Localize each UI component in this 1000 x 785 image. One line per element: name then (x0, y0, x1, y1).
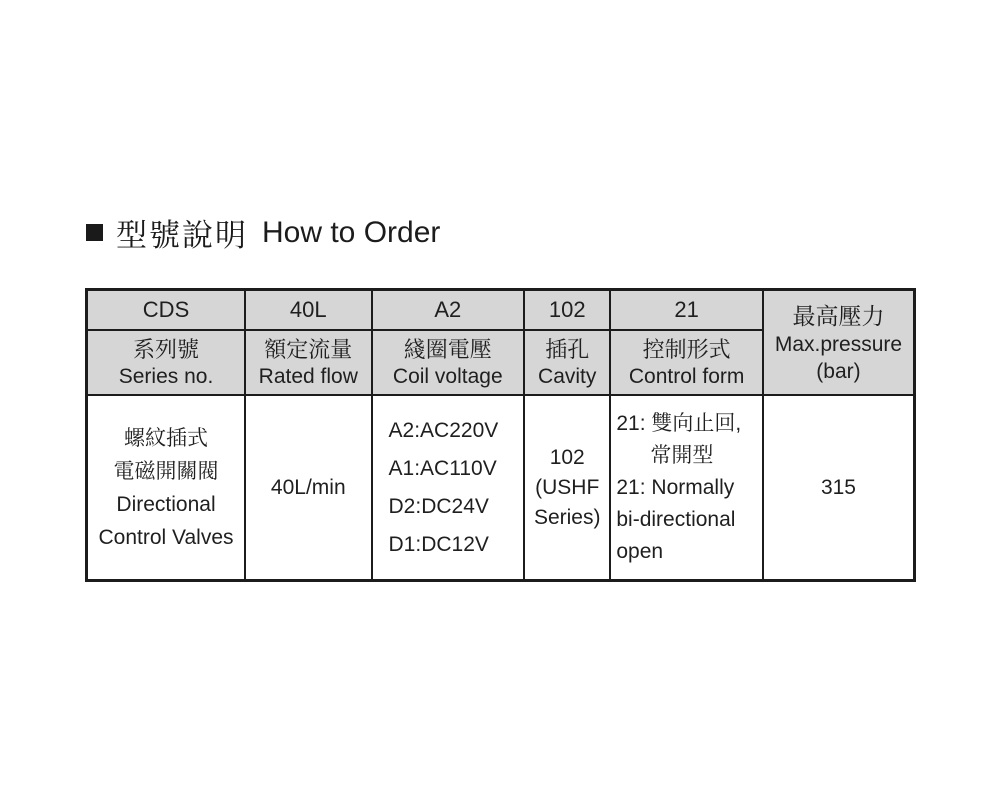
rated-flow-label-en: Rated flow (258, 364, 358, 388)
series-value-line: 螺紋插式 (124, 426, 209, 450)
series-label-zh: 系列號 (133, 336, 200, 362)
control-form-line: bi-directional (616, 507, 736, 531)
max-pressure-unit: (bar) (816, 359, 861, 383)
coil-voltage-option: A1:AC110V (388, 456, 497, 480)
coil-voltage-option: D1:DC12V (388, 532, 489, 556)
control-form-line: 21: Normally (616, 475, 735, 499)
square-bullet-icon (86, 224, 103, 241)
rated-flow-value: 40L/min (270, 475, 346, 499)
header-cell-series (87, 330, 246, 395)
code-cell-cavity: 102 (524, 290, 610, 331)
code-cell-control-form: 21 (610, 290, 763, 331)
coil-voltage-label-zh: 綫圈電壓 (403, 336, 492, 362)
cavity-label-zh: 插孔 (545, 336, 590, 362)
how-to-order-table (85, 288, 916, 582)
max-pressure-value: 315 (820, 475, 856, 499)
cavity-value-line: Series) (533, 505, 601, 529)
header-cell-rated-flow (245, 330, 371, 395)
coil-voltage-label-en: Coil voltage (392, 364, 503, 388)
control-form-label-en: Control form (628, 364, 745, 388)
body-cell-max-pressure (763, 395, 915, 581)
series-label-en: Series no. (118, 364, 214, 388)
series-value-line: 電磁開關閥 (113, 459, 219, 483)
cavity-value-line: (USHF (535, 475, 600, 499)
control-form-line: open (616, 539, 664, 563)
table-row (87, 395, 915, 581)
code-cell-coil-voltage: A2 (372, 290, 525, 331)
body-cell-series (87, 395, 246, 581)
header-cell-max-pressure (763, 290, 915, 396)
code-cell-rated-flow: 40L (245, 290, 371, 331)
section-title-en: How to Order (262, 215, 441, 249)
rated-flow-label-zh: 額定流量 (264, 336, 353, 362)
cavity-value-line: 102 (549, 445, 585, 469)
control-form-line: 常開型 (650, 443, 714, 467)
cavity-label-en: Cavity (538, 364, 597, 388)
body-cell-cavity (524, 395, 610, 581)
body-cell-coil-voltage (372, 395, 525, 581)
series-value-line: Control Valves (98, 525, 234, 549)
coil-voltage-option: D2:DC24V (388, 494, 489, 518)
body-cell-rated-flow (245, 395, 371, 581)
section-title-zh: 型號說明 (116, 218, 248, 253)
body-cell-control-form (610, 395, 763, 581)
header-cell-coil-voltage (372, 330, 525, 395)
code-cell-series: CDS (87, 290, 246, 331)
control-form-label-zh: 控制形式 (642, 336, 731, 362)
control-form-line: 21: 雙向止回, (616, 411, 742, 435)
section-title (86, 210, 440, 255)
max-pressure-en: Max.pressure (774, 332, 903, 356)
header-cell-cavity (524, 330, 610, 395)
model-code-row (87, 290, 915, 331)
max-pressure-zh: 最高壓力 (792, 302, 885, 329)
coil-voltage-option: A2:AC220V (388, 418, 499, 442)
header-cell-control-form (610, 330, 763, 395)
series-value-line: Directional (116, 492, 216, 516)
